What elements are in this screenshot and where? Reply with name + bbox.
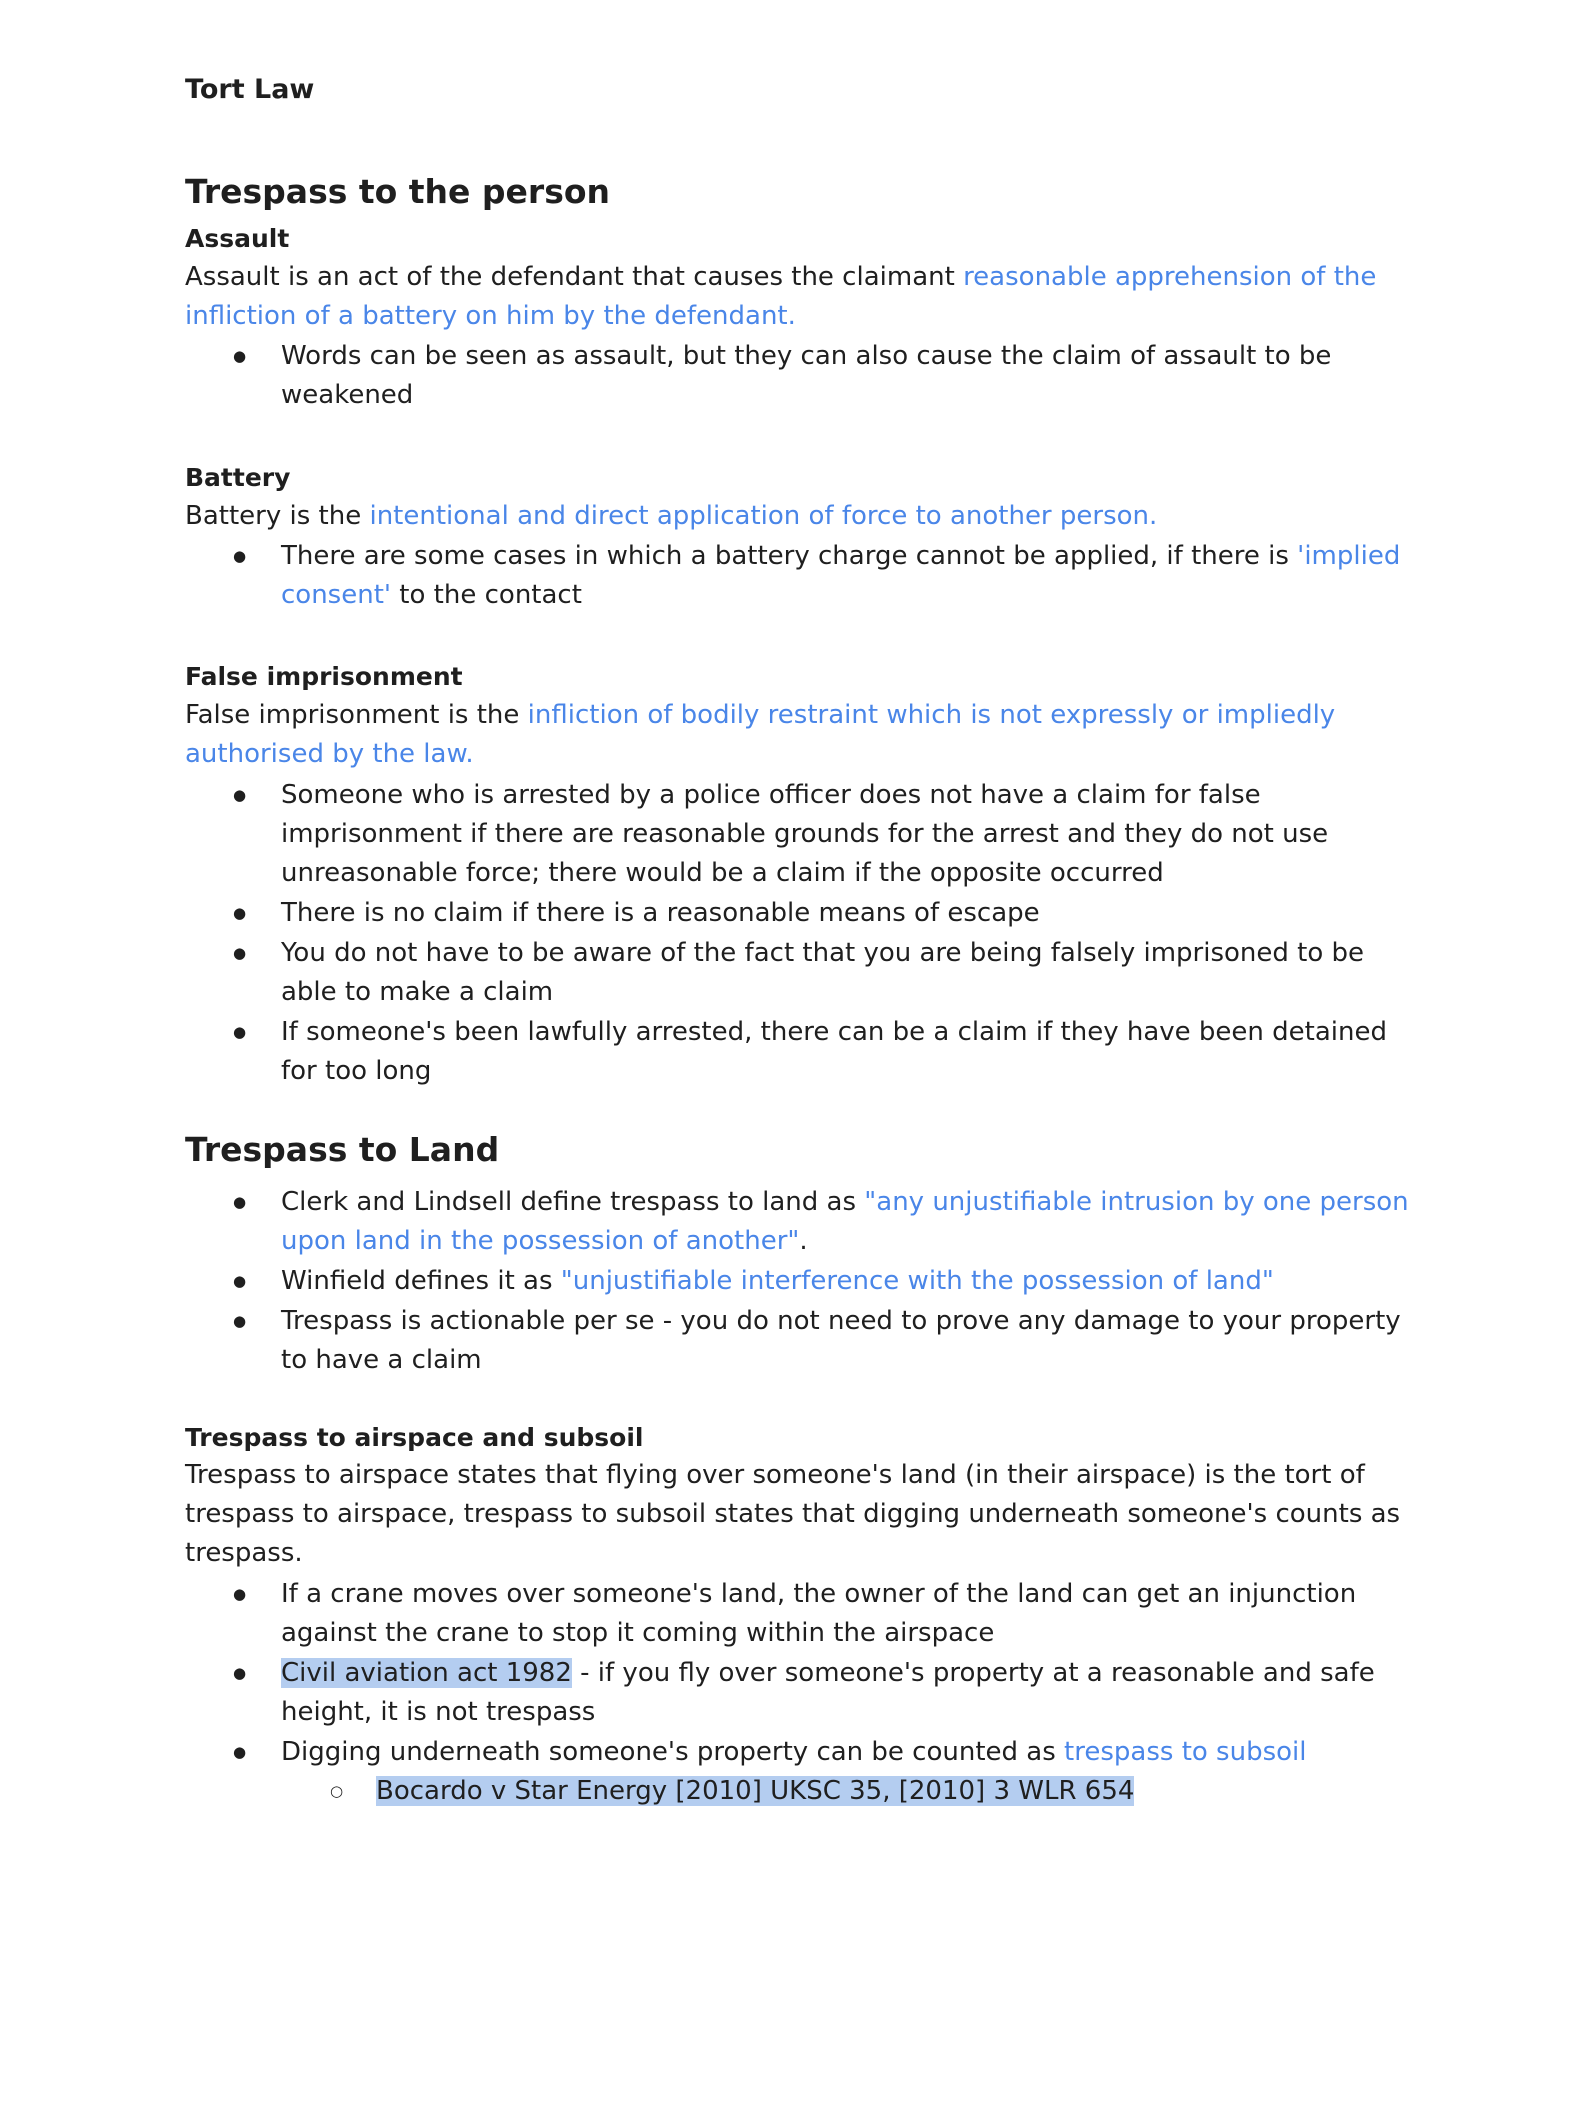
fi-def-highlight: infliction of bodily restraint which is not expressly or impliedly authorised by the law. (185, 700, 1336, 769)
bullet-highlight: 'implied consent' (281, 541, 1401, 610)
bullet-text: - if you fly over someone's property at a reasonable and safe height, it is not trespass (281, 1658, 1375, 1727)
list-item (185, 1733, 1415, 1811)
sub-list-item (185, 1772, 1415, 1811)
list-item: ● If a crane moves over someone's land, the owner of the land can get an injunction against the crane to stop it coming within the airspace (185, 1575, 1415, 1653)
bullet-text: to the contact (391, 580, 582, 610)
list-item: ● You do not have to be aware of the fact that you are being falsely imprisoned to be able to make a claim (185, 934, 1415, 1012)
list-item (185, 1262, 1415, 1301)
heading-airspace-subsoil: Trespass to airspace and subsoil (185, 1423, 644, 1452)
list-item: ● If someone's been lawfully arrested, there can be a claim if they have been detained for too long (185, 1013, 1415, 1091)
case-citation-highlight: Bocardo v Star Energy [2010] UKSC 35, [2010] 3 WLR 654 (376, 1776, 1135, 1806)
list-item: ● There is no claim if there is a reasonable means of escape (185, 894, 1415, 933)
heading-false-imprisonment: False imprisonment (185, 662, 463, 691)
doc-title: Tort Law (185, 74, 315, 105)
bullet-text: Digging underneath someone's property can be counted as (281, 1737, 1065, 1767)
assault-def-text: Assault is an act of the defendant that causes the claimant (185, 262, 964, 292)
airspace-bullets (185, 1575, 1415, 1812)
list-item: ● Trespass is actionable per se - you do not need to prove any damage to your property to have a claim (185, 1302, 1415, 1380)
heading-battery: Battery (185, 463, 291, 492)
battery-bullets (185, 537, 1415, 616)
heading-trespass-to-person: Trespass to the person (185, 172, 611, 211)
bullet-text: Clerk and Lindsell define trespass to land as (281, 1187, 865, 1217)
list-item (185, 537, 1415, 615)
bullet-text: There are some cases in which a battery charge cannot be applied, if there is (281, 541, 1298, 571)
battery-def-text: Battery is the (185, 501, 370, 531)
bullet-highlight: "any unjustifiable intrusion by one person upon land in the possession of another" (281, 1187, 1409, 1256)
assault-def-highlight: reasonable apprehension of the infliction of a battery on him by the defendant. (185, 262, 1377, 331)
bullet-text: . (799, 1226, 808, 1256)
false-imprisonment-definition (185, 696, 1405, 774)
list-item: ● Words can be seen as assault, but they can also cause the claim of assault to be weakened (185, 337, 1415, 415)
list-item (185, 1654, 1415, 1732)
battery-def-highlight: intentional and direct application of force to another person. (369, 501, 1158, 531)
heading-assault: Assault (185, 224, 290, 253)
battery-definition (185, 497, 1405, 536)
airspace-definition: Trespass to airspace states that flying over someone's land (in their airspace) is the tort of trespass to airspace, trespass to subsoil states that digging underneath someone's counts as trespass. (185, 1460, 1401, 1568)
heading-trespass-to-land: Trespass to Land (185, 1130, 500, 1169)
fi-def-text: False imprisonment is the (185, 700, 528, 730)
assault-bullets (185, 337, 1415, 416)
trespass-land-bullets (185, 1183, 1415, 1381)
list-item: ● Someone who is arrested by a police officer does not have a claim for false imprisonment if there are reasonable grounds for the arrest and they do not use unreasonable force; there would be a claim if the opposite occurred (185, 776, 1415, 893)
bullet-highlight: "unjustifiable interference with the possession of land" (560, 1266, 1274, 1296)
assault-definition (185, 258, 1405, 336)
list-item (185, 1183, 1415, 1261)
bullet-highlight: trespass to subsoil (1064, 1737, 1307, 1767)
selected-text-highlight: Civil aviation act 1982 (281, 1658, 572, 1688)
false-imprisonment-bullets (185, 776, 1415, 1092)
sub-bullets (281, 1772, 1415, 1811)
bullet-text: Winfield defines it as (281, 1266, 561, 1296)
